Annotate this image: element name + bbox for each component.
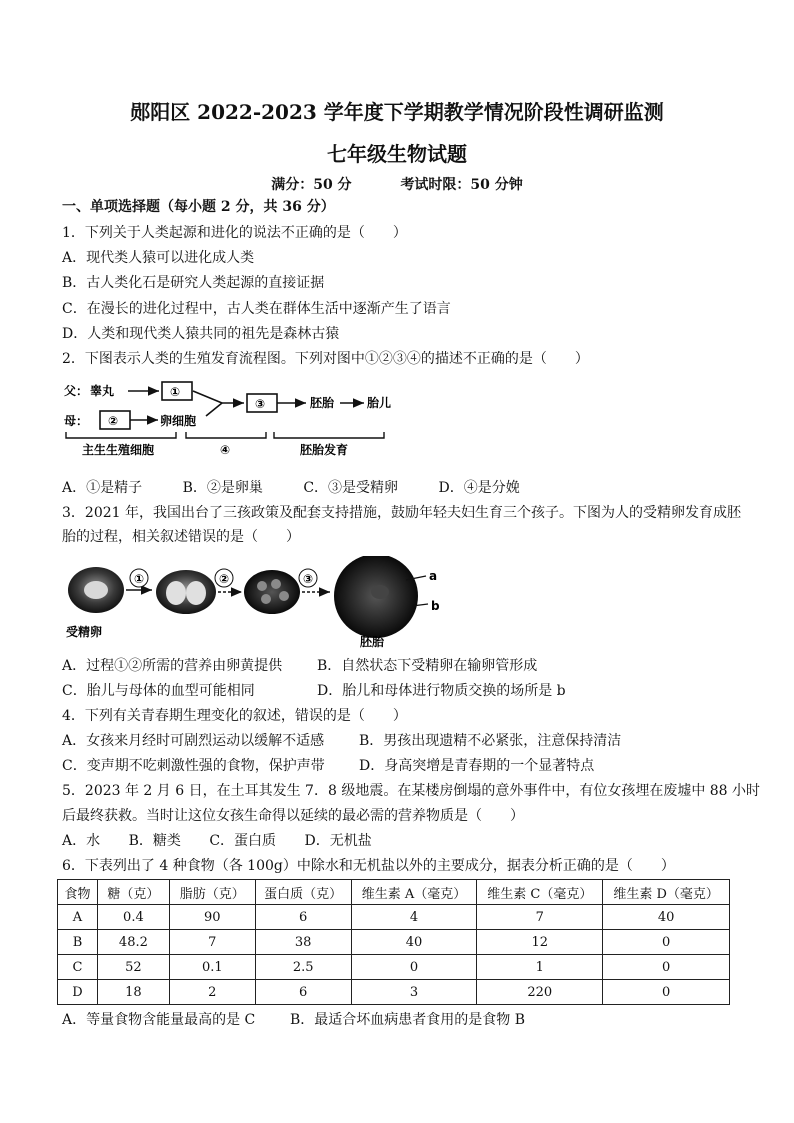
father-label: 父： xyxy=(64,384,89,398)
q4-option-c: C．变声期不吃刺激性强的食物，保护声带 xyxy=(62,758,325,774)
table-cell: 38 xyxy=(255,930,351,955)
bracket-germ-cells xyxy=(66,432,176,438)
q3-option-a: A．过程①②所需的营养由卵黄提供 xyxy=(62,658,283,674)
q5-option-a: A．水 xyxy=(62,833,101,849)
egg-label: 卵细胞 xyxy=(160,414,197,428)
table-cell: 40 xyxy=(603,905,730,930)
fetus-label: 胎儿 xyxy=(367,396,392,410)
section-heading: 一、单项选择题（每小题 2 分，共 36 分） xyxy=(62,199,335,215)
q5-option-b: B．糖类 xyxy=(128,833,181,849)
q5-option-d: D．无机盐 xyxy=(304,833,372,849)
q1-option-c: C．在漫长的进化过程中，古人类在群体生活中逐渐产生了语言 xyxy=(62,301,451,317)
nutrition-table xyxy=(57,879,730,1005)
table-cell: 0 xyxy=(351,955,477,980)
q4-option-d: D．身高突增是青春期的一个显著特点 xyxy=(359,758,595,774)
table-header: 维生素 D（毫克） xyxy=(603,880,730,905)
morula-cell xyxy=(271,579,281,589)
step-3-label: ③ xyxy=(303,572,314,586)
q5-option-c: C．蛋白质 xyxy=(209,833,277,849)
table-cell: 0 xyxy=(603,955,730,980)
table-row xyxy=(58,930,730,955)
q3-row-2 xyxy=(62,682,566,700)
table-cell: 40 xyxy=(351,930,477,955)
table-header: 维生素 C（毫克） xyxy=(477,880,603,905)
step-2-label: ② xyxy=(219,572,230,586)
morula-cell xyxy=(261,594,271,604)
q4-stem: 4．下列有关青春期生理变化的叙述，错误的是（ ） xyxy=(62,708,407,724)
merge-line-bottom xyxy=(206,403,222,416)
box-2-label: ② xyxy=(108,414,119,428)
two-cell-right xyxy=(186,581,206,605)
label-a: a xyxy=(429,569,438,583)
time-limit: 考试时限：50 分钟 xyxy=(400,177,523,193)
table-cell: B xyxy=(58,930,98,955)
q4-option-b: B．男孩出现遗精不必紧张，注意保持清洁 xyxy=(359,733,622,749)
step-1-label: ① xyxy=(134,572,145,586)
q3-stem-line1: 3．2021 年，我国出台了三孩政策及配套支持措施，鼓励年轻夫妇生育三个孩子。下图为人的受精卵发育成胚 xyxy=(62,505,741,521)
embryo-label: 胚胎 xyxy=(310,396,335,410)
table-row xyxy=(58,955,730,980)
morula-image xyxy=(244,570,300,614)
merge-line-top xyxy=(193,391,222,403)
table-cell: 3 xyxy=(351,980,477,1005)
box-3-label: ③ xyxy=(255,397,266,411)
table-cell: 7 xyxy=(169,930,255,955)
q2-option-d: D．④是分娩 xyxy=(438,480,520,496)
table-header: 食物 xyxy=(58,880,98,905)
table-cell: 0.1 xyxy=(169,955,255,980)
q2-options xyxy=(62,479,520,497)
q2-stem: 2．下图表示人类的生殖发育流程图。下列对图中①②③④的描述不正确的是（ ） xyxy=(62,351,589,367)
table-cell: 4 xyxy=(351,905,477,930)
two-cell-image xyxy=(156,570,216,614)
table-cell: 2 xyxy=(169,980,255,1005)
q5-stem-line2: 后最终获救。当时让这位女孩生命得以延续的最必需的营养物质是（ ） xyxy=(62,808,524,824)
bracket-embryo-dev xyxy=(274,432,384,438)
box-1-label: ① xyxy=(170,385,181,399)
table-cell: C xyxy=(58,955,98,980)
table-header: 脂肪（克） xyxy=(169,880,255,905)
mother-label: 母： xyxy=(64,414,89,428)
q3-option-c: C．胎儿与母体的血型可能相同 xyxy=(62,683,255,699)
table-header: 糖（克） xyxy=(97,880,169,905)
label-b: b xyxy=(431,599,440,613)
embryo-development-figure xyxy=(64,556,454,648)
morula-cell xyxy=(279,591,289,601)
table-cell: 90 xyxy=(169,905,255,930)
embryo-caption: 胚胎 xyxy=(360,635,385,648)
q3-row-1 xyxy=(62,657,537,675)
table-cell: 48.2 xyxy=(97,930,169,955)
table-cell: D xyxy=(58,980,98,1005)
q5-stem-line1: 5．2023 年 2 月 6 日，在土耳其发生 7．8 级地震。在某楼房倒塌的意外事件中，有位女孩埋在废墟中 88 小时 xyxy=(62,783,761,799)
exam-title: 郧阳区 2022-2023 学年度下学期教学情况阶段性调研监测 xyxy=(130,100,664,124)
exam-meta xyxy=(0,174,794,194)
testis-label: 睾丸 xyxy=(90,384,115,398)
table-row xyxy=(58,980,730,1005)
q3-option-d: D．胎儿和母体进行物质交换的场所是 b xyxy=(317,683,566,699)
table-cell: 6 xyxy=(255,980,351,1005)
q6-option-b: B．最适合坏血病患者食用的是食物 B xyxy=(290,1012,526,1028)
table-cell: 7 xyxy=(477,905,603,930)
exam-subtitle: 七年级生物试题 xyxy=(327,142,467,166)
table-cell: A xyxy=(58,905,98,930)
bracket-embryo-dev-label: 胚胎发育 xyxy=(300,443,349,457)
q4-row-2 xyxy=(62,757,594,775)
q6-row-1 xyxy=(62,1011,525,1029)
embryo-inner xyxy=(371,585,389,599)
zygote-nucleus xyxy=(84,581,108,599)
q5-options xyxy=(62,832,372,850)
table-cell: 2.5 xyxy=(255,955,351,980)
reproduction-flowchart xyxy=(60,376,400,462)
table-cell: 0 xyxy=(603,980,730,1005)
q1-option-d: D．人类和现代类人猿共同的祖先是森林古猿 xyxy=(62,326,340,342)
q2-option-b: B．②是卵巢 xyxy=(182,480,263,496)
table-cell: 1 xyxy=(477,955,603,980)
two-cell-left xyxy=(166,581,186,605)
table-cell: 220 xyxy=(477,980,603,1005)
q2-option-c: C．③是受精卵 xyxy=(303,480,399,496)
q3-option-b: B．自然状态下受精卵在输卵管形成 xyxy=(317,658,538,674)
table-cell: 18 xyxy=(97,980,169,1005)
table-row xyxy=(58,905,730,930)
table-header: 蛋白质（克） xyxy=(255,880,351,905)
bracket-4-label: ④ xyxy=(220,443,231,457)
table-cell: 52 xyxy=(97,955,169,980)
table-header: 维生素 A（毫克） xyxy=(351,880,477,905)
table-header-row xyxy=(58,880,730,905)
table-cell: 6 xyxy=(255,905,351,930)
q1-option-a: A．现代类人猿可以进化成人类 xyxy=(62,250,255,266)
q2-option-a: A．①是精子 xyxy=(62,480,143,496)
zygote-label: 受精卵 xyxy=(66,625,103,639)
q1-stem: 1．下列关于人类起源和进化的说法不正确的是（ ） xyxy=(62,225,407,241)
q3-stem-line2: 胎的过程，相关叙述错误的是（ ） xyxy=(62,529,300,545)
q4-option-a: A．女孩来月经时可剧烈运动以缓解不适感 xyxy=(62,733,325,749)
table-cell: 0.4 xyxy=(97,905,169,930)
full-score: 满分：50 分 xyxy=(271,177,352,193)
q6-stem: 6．下表列出了 4 种食物（各 100g）中除水和无机盐以外的主要成分，据表分析正确的是（ ） xyxy=(62,858,675,874)
bracket-germ-cells-label: 主生生殖细胞 xyxy=(82,443,155,457)
q6-option-a: A．等量食物含能量最高的是 C xyxy=(62,1012,256,1028)
q1-option-b: B．古人类化石是研究人类起源的直接证据 xyxy=(62,275,325,291)
bracket-4 xyxy=(186,432,266,438)
q4-row-1 xyxy=(62,732,621,750)
table-cell: 0 xyxy=(603,930,730,955)
table-cell: 12 xyxy=(477,930,603,955)
morula-cell xyxy=(257,581,267,591)
